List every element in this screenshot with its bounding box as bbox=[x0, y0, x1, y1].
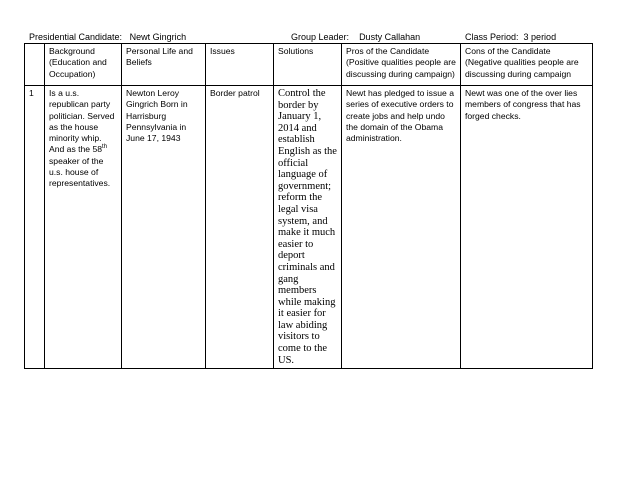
column-header-cons: Cons of the Candidate (Negative qualities people are discussing during campaign bbox=[461, 44, 593, 86]
class-period-header bbox=[465, 32, 556, 42]
candidate-header bbox=[29, 32, 186, 42]
group-leader-header bbox=[291, 32, 420, 42]
class-period-value: 3 period bbox=[523, 32, 557, 42]
background-cell bbox=[45, 86, 122, 369]
candidate-label: Presidential Candidate: bbox=[29, 32, 123, 42]
column-header-issues: Issues bbox=[206, 44, 274, 86]
personal-cell: Newton Leroy Gingrich Born in Harrisburg Pennsylvania in June 17, 1943 bbox=[122, 86, 206, 369]
column-header-pros: Pros of the Candidate (Positive qualities people are discussing during campaign) bbox=[342, 44, 461, 86]
pros-cell: Newt has pledged to issue a series of executive orders to create jobs and help undo the domain of the Obama administration. bbox=[342, 86, 461, 369]
class-period-label: Class Period: bbox=[465, 32, 519, 42]
column-header-solutions: Solutions bbox=[274, 44, 342, 86]
background-text-rest: speaker of the u.s. house of representatives. bbox=[49, 155, 111, 189]
ordinal-suffix: th bbox=[102, 144, 108, 151]
group-leader-name: Dusty Callahan bbox=[359, 32, 421, 42]
group-leader-label: Group Leader: bbox=[291, 32, 350, 42]
table-header-row bbox=[25, 44, 593, 86]
candidate-table bbox=[24, 43, 593, 369]
issues-cell: Border patrol bbox=[206, 86, 274, 369]
cons-cell: Newt was one of the over lies members of congress that has forged checks. bbox=[461, 86, 593, 369]
column-header-background: Background (Education and Occupation) bbox=[45, 44, 122, 86]
solutions-cell: Control the border by January 1, 2014 and establish English as the official language of government; reform the legal visa system, and make it much easier to deport criminals and gang members while making it easier for law abiding visitors to come to the US. bbox=[274, 86, 342, 369]
table-row bbox=[25, 86, 593, 369]
background-text: Is a u.s. republican party politician. Served as the house minority whip. And as the 58 bbox=[49, 88, 115, 155]
column-header-number bbox=[25, 44, 45, 86]
row-number: 1 bbox=[25, 86, 45, 369]
column-header-personal: Personal Life and Beliefs bbox=[122, 44, 206, 86]
candidate-name: Newt Gingrich bbox=[129, 32, 187, 42]
